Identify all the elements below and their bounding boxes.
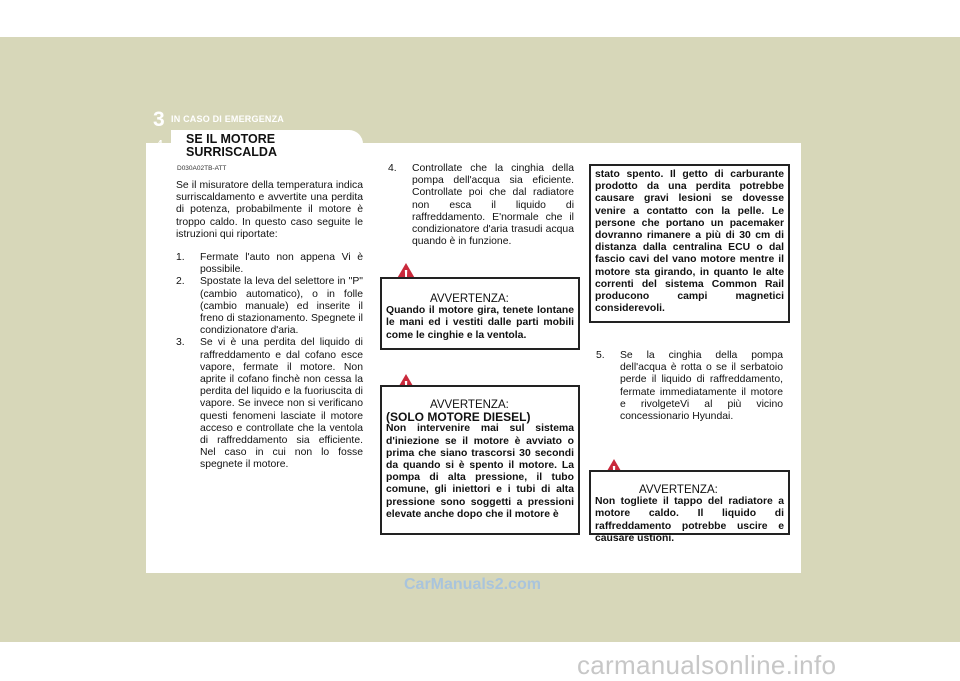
- warning-title: AVVERTENZA:: [430, 399, 509, 411]
- column-3: [596, 350, 783, 423]
- list-item: [176, 252, 363, 276]
- warning-text: Quando il motore gira, tenete lontane le mani ed i vestiti dalle parti mobili come le cinghie e la ventola.: [386, 305, 574, 341]
- list-item-text: Spostate la leva del selettore in "P" (cambio automatico), o in folle (cambio manuale) ed inserite il freno di stazionamento. Spegnete il condizionatore d'aria.: [200, 276, 363, 337]
- list-item-text: Controllate che la cinghia della pompa dell'acqua sia eficiente. Controllate poi che dal radiatore non esca il liquido di raffreddamento. E'normale che il condizionatore d'aria trasudi acqua quando è in funzione.: [412, 163, 574, 248]
- list-item: [388, 163, 574, 248]
- warning-text: Non togliete il tappo del radiatore a motore caldo. Il liquido di raffreddamento potrebbe uscire e causare ustioni.: [595, 496, 784, 544]
- column-1: [176, 180, 363, 472]
- list-item: [176, 276, 363, 337]
- list-item: [176, 337, 363, 471]
- section-title-line1: SE IL MOTORE: [186, 132, 276, 146]
- section-title-line2: SURRISCALDA: [186, 145, 277, 159]
- chapter-number: 3: [153, 108, 165, 131]
- list-item-text: Se vi è una perdita del liquido di raffreddamento e dal cofano esce vapore, fermate il motore. Non aprite il cofano finchè non cessa la perdita del liquido e la fuoriuscita di vapore. Se invece non si verificano questi fenomeni lasciate il motore acceso e controllate che la ventola di raffreddamento sia efficiente. Nel caso in cui non lo fosse spegnete il motore.: [200, 337, 363, 471]
- list-item: [596, 350, 783, 423]
- list-item-text: Se la cinghia della pompa dell'acqua è rotta o se il serbatoio perde il liquido di raffreddamento, fermate immediatamente il motore e rivolgeteVi al più vicino concessionario Hyundai.: [620, 350, 783, 423]
- list-item-number: 1.: [176, 252, 185, 264]
- warning-text: Non intervenire mai sul sistema d'iniezione se il motore è avviato o prima che siano trascorsi 30 secondi da quando si è spento il motore. La pompa di alta pressione, il tubo comune, gli iniettori e i tubi di alta pressione sono soggetti a pressioni elevate anche dopo che il motore è: [386, 423, 574, 520]
- list-item-number: 2.: [176, 276, 185, 288]
- section-code: D030A02TB-ATT: [177, 165, 227, 172]
- list-item-number: 4.: [388, 163, 397, 174]
- warning-box-2: [380, 385, 580, 535]
- watermark-carmanuals2: CarManuals2.com: [404, 576, 541, 593]
- warning-title: AVVERTENZA:: [639, 484, 718, 496]
- warning-box-3: [589, 164, 790, 323]
- page-number: 4: [157, 139, 163, 150]
- warning-subtitle: (SOLO MOTORE DIESEL): [386, 410, 531, 425]
- warning-text: stato spento. Il getto di carburante prodotto da una perdita potrebbe causare gravi lesioni se dovesse venire a contatto con la pelle. Le persone che portano un pacemaker dovranno rimanere a più di 30 cm di distanza dalla centralina ECU o dal fascio cavi del vano motore mentre il motore sta girando, in quanto le alte correnti del sistema Common Rail producono campi magnetici considerevoli.: [595, 169, 784, 315]
- warning-title: AVVERTENZA:: [430, 293, 509, 305]
- column-2: [388, 163, 574, 248]
- list-item-text: Fermate l'auto non appena Vi è possibile.: [200, 252, 363, 276]
- chapter-title: IN CASO DI EMERGENZA: [171, 114, 285, 124]
- list-item-number: 5.: [596, 350, 605, 361]
- steps-list: [176, 252, 363, 472]
- warning-box-4: [589, 470, 790, 544]
- watermark-carmanualsonline: carmanualsonline.info: [577, 650, 837, 680]
- warning-box-1: [380, 277, 580, 350]
- intro-paragraph: Se il misuratore della temperatura indica surriscaldamento e avvertite una perdita di potenza, probabilmente il motore è troppo caldo. In questo caso seguite le istruzioni qui riportate:: [176, 180, 363, 240]
- section-title: [186, 133, 336, 159]
- list-item-number: 3.: [176, 337, 185, 349]
